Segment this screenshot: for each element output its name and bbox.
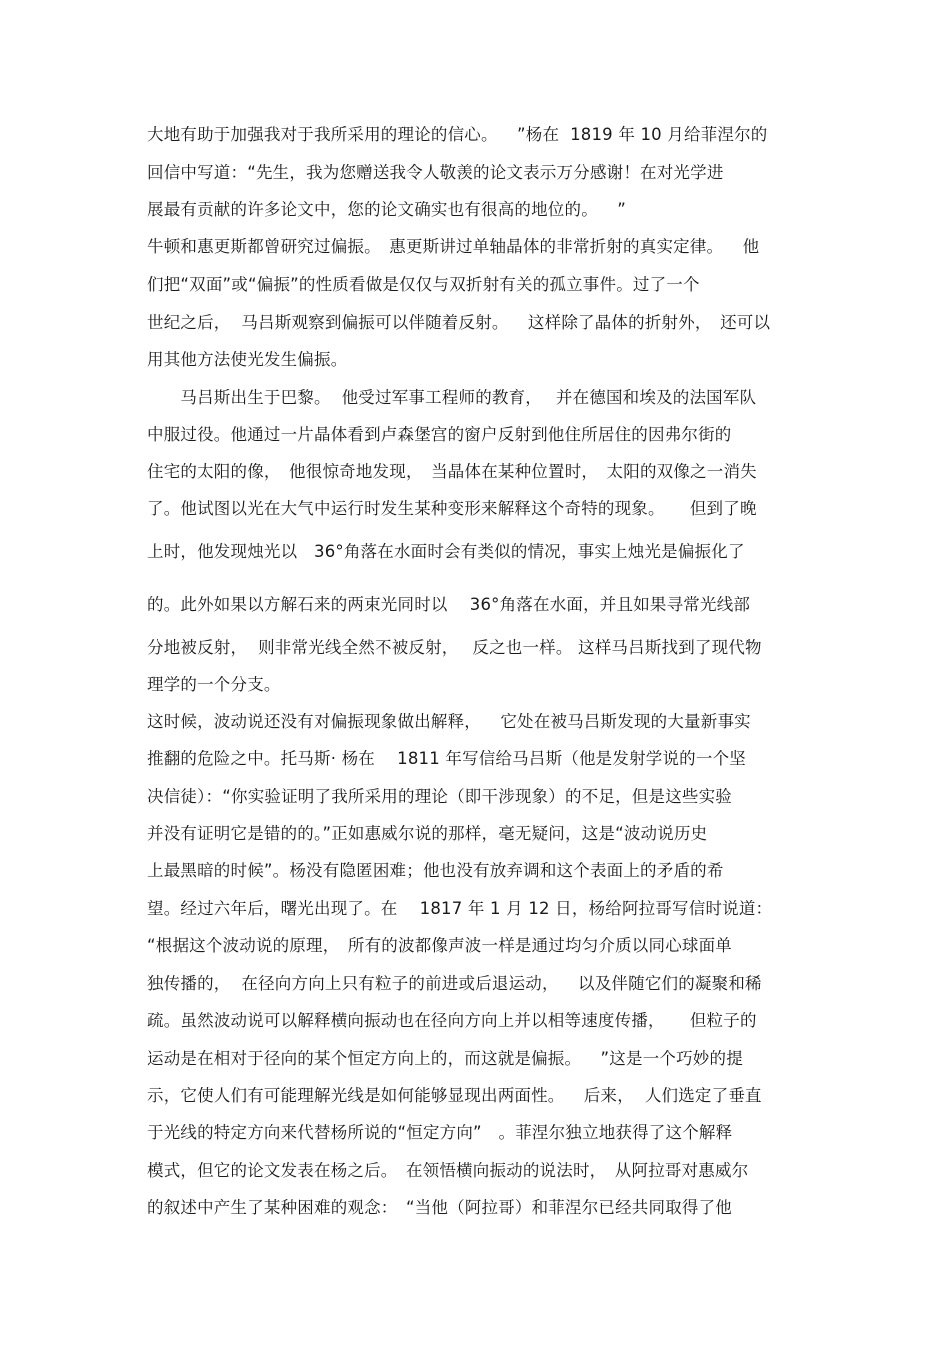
text-line: 大地有助于加强我对于我所采用的理论的信心。 ”杨在 1819 年 10 月给菲涅尔的: [147, 125, 768, 144]
text-line: 独传播的， 在径向方向上只有粒子的前进或后退运动， 以及伴随它们的凝聚和稀: [147, 974, 762, 993]
text-line: 牛顿和惠更斯都曾研究过偏振。 惠更斯讲过单轴晶体的非常折射的真实定律。 他: [147, 237, 760, 256]
text-line: 这时候，波动说还没有对偏振现象做出解释， 它处在被马吕斯发现的大量新事实: [147, 712, 751, 731]
text-line: “根据这个波动说的原理， 所有的波都像声波一样是通过均匀介质以同心球面单: [147, 936, 732, 955]
text-line: 中服过役。他通过一片晶体看到卢森堡宫的窗户反射到他住所居住的因弗尔街的: [147, 425, 732, 444]
text-line: 用其他方法使光发生偏振。: [147, 350, 348, 369]
text-line: 决信徒）：“你实验证明了我所采用的理论（即干涉现象）的不足，但是这些实验: [147, 787, 732, 806]
text-line: 模式，但它的论文发表在杨之后。 在领悟横向振动的说法时， 从阿拉哥对惠威尔: [147, 1161, 749, 1180]
text-line: 运动是在相对于径向的某个恒定方向上的，而这就是偏振。 ”这是一个巧妙的提: [147, 1049, 743, 1068]
text-line: 分地被反射， 则非常光线全然不被反射， 反之也一样。 这样马吕斯找到了现代物: [147, 638, 762, 657]
text-line: 于光线的特定方向来代替杨所说的“恒定方向” 。菲涅尔独立地获得了这个解释: [147, 1123, 733, 1142]
text-line: 推翻的危险之中。托马斯· 杨在 1811 年写信给马吕斯（他是发射学说的一个坚: [147, 749, 746, 768]
text-line: 展最有贡献的许多论文中，您的论文确实也有很高的地位的。 ”: [147, 200, 626, 219]
text-line: 们把“双面”或“偏振”的性质看做是仅仅与双折射有关的孤立事件。过了一个: [147, 275, 700, 294]
text-line: 上最黑暗的时候”。杨没有隐匿困难；他也没有放弃调和这个表面上的矛盾的希: [147, 861, 724, 880]
text-line: 世纪之后， 马吕斯观察到偏振可以伴随着反射。 这样除了晶体的折射外， 还可以: [147, 313, 771, 332]
text-line: 上时，他发现烛光以 36°角落在水面时会有类似的情况，事实上烛光是偏振化了: [147, 542, 745, 561]
text-line: 住宅的太阳的像， 他很惊奇地发现， 当晶体在某种位置时， 太阳的双像之一消失: [147, 462, 757, 481]
text-line: 回信中写道：“先生，我为您赠送我令人敬羡的论文表示万分感谢！在对光学进: [147, 163, 724, 182]
text-line: 疏。虽然波动说可以解释横向振动也在径向方向上并以相等速度传播， 但粒子的: [147, 1011, 757, 1030]
text-line: 的叙述中产生了某种困难的观念： “当他（阿拉哥）和菲涅尔已经共同取得了他: [147, 1198, 732, 1217]
text-line: 望。经过六年后，曙光出现了。在 1817 年 1 月 12 日，杨给阿拉哥写信时说道：: [147, 899, 773, 918]
text-line: 了。他试图以光在大气中运行时发生某种变形来解释这个奇特的现象。 但到了晚: [147, 499, 757, 518]
text-line: 的。此外如果以方解石来的两束光同时以 36°角落在水面，并且如果寻常光线部: [147, 595, 751, 614]
text-line: 并没有证明它是错的的。”正如惠威尔说的那样，毫无疑问，这是“波动说历史: [147, 824, 708, 843]
text-line: 马吕斯出生于巴黎。 他受过军事工程师的教育， 并在德国和埃及的法国军队: [147, 388, 757, 407]
text-line: 示，它使人们有可能理解光线是如何能够显现出两面性。 后来， 人们选定了垂直: [147, 1086, 762, 1105]
text-line: 理学的一个分支。: [147, 675, 281, 694]
